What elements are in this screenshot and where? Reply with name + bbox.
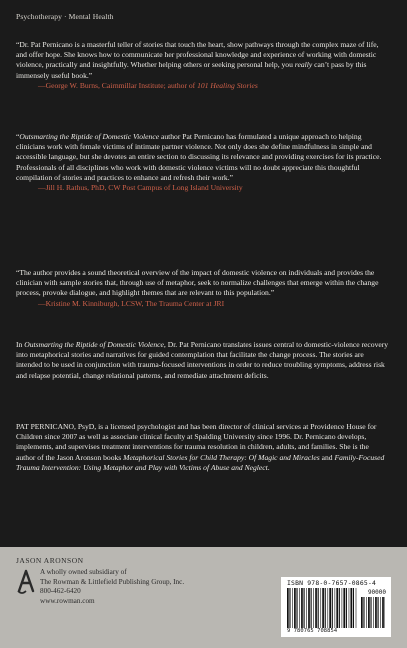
- price-barcode-bars: [361, 597, 385, 628]
- publisher-details: [40, 568, 184, 606]
- blurb-2-book-title: Outsmarting the Riptide of Domestic Violence: [19, 132, 160, 141]
- publisher-name: JASON ARONSON: [16, 556, 84, 565]
- publisher-line-2: The Rowman & Littlefield Publishing Group, Inc.: [40, 577, 185, 586]
- book-description: In Outsmarting the Riptide of Domestic Violence, Dr. Pat Pernicano translates issues central to domestic-violence recovery into metaphorical stories and narratives for guided contemplation that facilitate the change process. The stories are intended to be used in conjunction with trauma-focused interventions in order to reduce troubling symptoms, address risk and relapse potential, change relational patterns, and remediate attachment deficits.: [16, 340, 389, 380]
- barcode-bars: [287, 588, 357, 628]
- blurb-1-text-end: can’t pass by this immensely useful book.”: [16, 60, 367, 80]
- barcode: [281, 577, 391, 637]
- bio-book-1: Metaphorical Stories for Child Therapy: Of Magic and Miracles: [123, 452, 320, 462]
- isbn-label: ISBN 978-0-7657-0865-4: [287, 579, 377, 587]
- publisher-url: www.rowman.com: [40, 596, 95, 605]
- category-header: Psychotherapy · Mental Health: [16, 12, 114, 21]
- bio-book-2: Family-Focused Trauma Intervention: Using Metaphor and Play with Victims of Abuse and Neglect: [16, 452, 385, 472]
- barcode-digits: 9 780765 708854: [287, 628, 338, 634]
- blurb-1-text: “Dr. Pat Pernicano is a masterful teller of stories that touch the heart, show pathways through the complex maze of life, and offer hope. She knows how to communicate her professional knowledge and experience of working with domestic violence, practically and insightfully. Whether helping others or seeking personal help, you: [16, 40, 379, 70]
- blurb-3-text: “The author provides a sound theoretical overview of the impact of domestic violence on individuals and provides the clinician with sample stories that, through use of metaphor, seek to normalize challenges that emerge within the change process, provoke dialogue, and highlight themes that are relevant to this population.”: [16, 268, 379, 298]
- blurb-3-attribution: —Kristine M. Kinniburgh, LCSW, The Trauma Center at JRI: [38, 298, 225, 308]
- blurb-2: [16, 132, 390, 193]
- blurb-1-attribution: —George W. Burns, Cairnmillar Institute; author of 101 Healing Stories: [38, 80, 258, 90]
- blurb-2-attribution: —Jill H. Rathus, PhD, CW Post Campus of Long Island University: [38, 183, 243, 193]
- jason-aronson-logo-icon: [16, 569, 36, 595]
- description-book-title: Outsmarting the Riptide of Domestic Violence: [24, 340, 164, 349]
- blurb-2-lead: “: [16, 132, 20, 141]
- publisher-footer: [0, 547, 407, 648]
- blurb-1-emphasis: really: [294, 60, 313, 70]
- publisher-line-1: A wholly owned subsidiary of: [40, 568, 127, 576]
- blurb-2-text: author Pat Pernicano has formulated a unique approach to helping clinicians work with female victims of intimate partner violence. Not only does she define mindfulness in simple and accessible language, but she devotes an entire section to discussing its relevance and providing exercises for its practice. Professionals of all disciplines who work with domestic violence victims will no doubt appreciate this thoughtful compilation of stories and practices to enhance and refresh their work.”: [16, 132, 382, 182]
- publisher-phone: 800-462-6420: [40, 587, 81, 596]
- author-bio: PAT PERNICANO, PsyD, is a licensed psychologist and has been director of clinical services at Providence House for Children since 2007 as well as associate clinical faculty at Spalding University since 1996. Dr. Pernicano develops, implements, and supervises treatment interventions for trauma resolution in children, adults, and families. She is the author of the Jason Aronson books Metaphorical Stories for Child Therapy: Of Magic and Miracles and Family-Focused Trauma Intervention: Using Metaphor and Play with Victims of Abuse and Neglect.: [16, 422, 385, 472]
- blurb-3: [16, 268, 390, 309]
- blurb-1: [16, 40, 390, 91]
- price-code: 90000: [367, 589, 386, 596]
